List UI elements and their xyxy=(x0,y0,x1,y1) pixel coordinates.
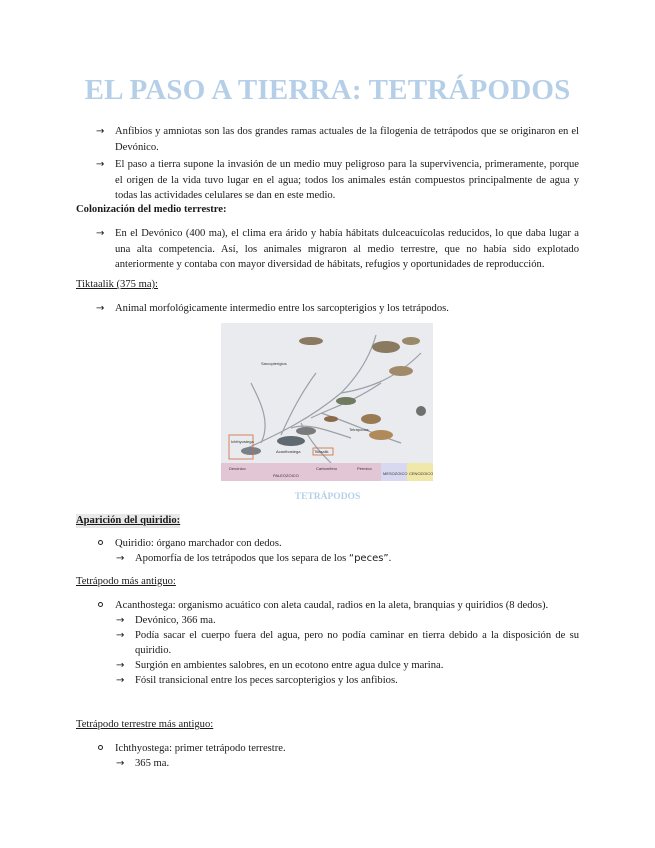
list-item: → Fósil transicional entre los peces sarcopterigios y los anfibios. xyxy=(116,675,398,686)
section-heading-tiktaalik: Tiktaalik (375 ma): xyxy=(76,279,158,290)
arrow-icon: → xyxy=(116,758,125,769)
section-heading-terrestre: Tetrápodo terrestre más antiguo: xyxy=(76,719,214,730)
antiguo-sublist xyxy=(116,613,579,688)
section-heading-quiridio: Aparición del quiridio: xyxy=(76,515,181,526)
figure-label-sarcopterigios: Sarcopterigios xyxy=(261,361,287,366)
period-label-devonico: Devónico xyxy=(229,466,246,471)
intro-list xyxy=(96,124,579,204)
section-heading-colonizacion: Colonización del medio terrestre: xyxy=(76,204,227,215)
tetrapod-phylogeny-figure xyxy=(221,323,433,481)
arrow-icon: → xyxy=(96,159,105,170)
list-item: Ichthyostega: primer tetrápodo terrestre. xyxy=(96,741,585,756)
terrestre-sublist xyxy=(116,756,579,771)
figure-label-tiktaalik: Tiktaalik xyxy=(314,449,329,454)
tiktaalik-list xyxy=(96,301,579,317)
list-item: → Animal morfológicamente intermedio entre los sarcopterigios y los tetrápodos. xyxy=(96,301,579,317)
bullet-icon xyxy=(98,540,103,545)
arrow-icon: → xyxy=(116,675,125,686)
period-label-mesozoico: MESOZOICO xyxy=(383,471,408,476)
list-item: → Anfibios y amniotas son las dos grandes ramas actuales de la filogenia de tetrápodos que se originaron en el Devónico. xyxy=(96,126,579,153)
arrow-icon: → xyxy=(96,303,105,314)
figure-label-ichthyostega: Ichthyostega xyxy=(231,439,254,444)
period-label-cenozoico: CENOZOICO xyxy=(409,471,433,476)
period-label-paleozoico: PALEOZOICO xyxy=(273,473,299,478)
period-label-carbonifero: Carbonífero xyxy=(316,466,338,471)
period-label-permico: Pérmico xyxy=(357,466,372,471)
list-item: → Surgión en ambientes salobres, en un ecotono entre agua dulce y marina. xyxy=(116,660,444,671)
list-item: → Devónico, 366 ma. xyxy=(116,615,216,626)
quiridio-sublist xyxy=(116,551,579,566)
list-item: → Podía sacar el cuerpo fuera del agua, pero no podía caminar en tierra debido a la disposición de su quiridio. xyxy=(116,630,579,656)
list-item: → Apomorfía de los tetrápodos que los separa de los “peces”. xyxy=(116,553,392,564)
arrow-icon: → xyxy=(96,228,105,239)
section-heading-antiguo: Tetrápodo más antiguo: xyxy=(76,576,176,587)
bullet-icon xyxy=(98,602,103,607)
page-title: EL PASO A TIERRA: TETRÁPODOS xyxy=(84,74,571,106)
arrow-icon: → xyxy=(116,630,125,641)
figure-label-tetrapodos: Tetrápodos xyxy=(349,427,369,432)
arrow-icon: → xyxy=(116,553,125,564)
list-item: Acanthostega: organismo acuático con aleta caudal, radios en la aleta, branquias y quiridios (8 dedos). xyxy=(96,598,595,613)
colonizacion-list xyxy=(96,226,579,273)
bullet-icon xyxy=(98,745,103,750)
list-item: → En el Devónico (400 ma), el clima era árido y había hábitats dulceacuícolas reducidos, lo que daba lugar a una alta competencia. Así, los animales migraron al medio terrestre, que no había sido explotado anteriormente y contaba con mayor diversidad de hábitats, refugios y oportunidades de reproducción. xyxy=(96,228,579,270)
arrow-icon: → xyxy=(96,126,105,137)
arrow-icon: → xyxy=(116,660,125,671)
figure-label-acanthostega: Acanthostega xyxy=(276,449,301,454)
arrow-icon: → xyxy=(116,615,125,626)
list-item: Quiridio: órgano marchador con dedos. xyxy=(96,536,585,551)
list-item: → El paso a tierra supone la invasión de un medio muy peligroso para la supervivencia, primeramente, porque el origen de la vida tuvo lugar en el agua; todos los animales están compuestos principalmente de agua y todas las actividades celulares se dan en este medio. xyxy=(96,159,579,201)
list-item: → 365 ma. xyxy=(116,758,170,769)
figure-caption: TETRÁPODOS xyxy=(294,492,361,502)
